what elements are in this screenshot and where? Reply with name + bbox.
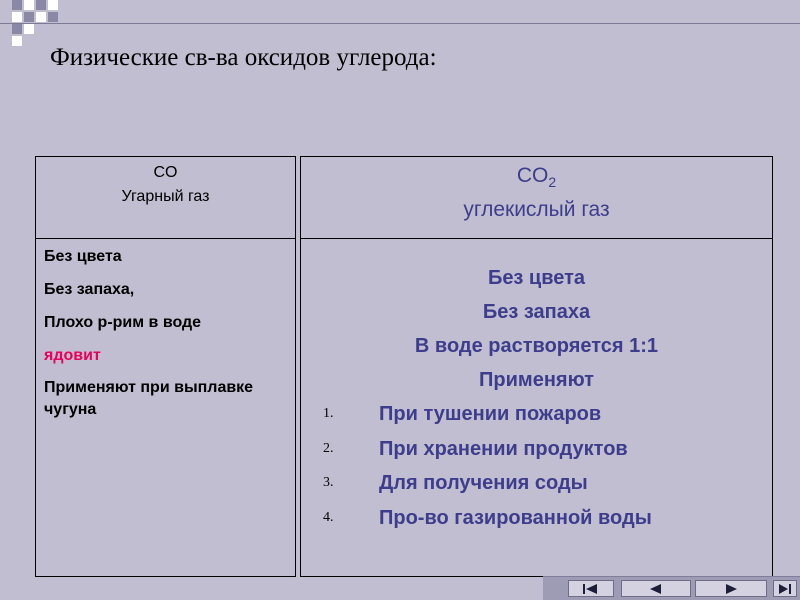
co-formula: CO [153, 164, 178, 181]
co2-name: углекислый газ [463, 198, 610, 222]
co2-formula-subscript: 2 [548, 174, 557, 191]
decor-square [12, 0, 22, 10]
slide-title: Физические св-ва оксидов углерода: [50, 44, 437, 71]
first-slide-icon [581, 583, 601, 595]
next-slide-button[interactable] [695, 580, 767, 597]
co2-use-item [301, 501, 772, 536]
co2-property: В воде растворяется 1:1 [414, 335, 659, 357]
first-slide-button[interactable] [568, 580, 614, 597]
decor-square [36, 0, 46, 10]
header-rule [0, 23, 800, 24]
co2-use-text: Для получения соды [379, 472, 588, 494]
co-name: Угарный газ [121, 188, 210, 205]
co-header [36, 157, 295, 239]
co2-formula-base: CO [516, 164, 549, 187]
co-property: Плохо р-рим в воде [44, 314, 202, 331]
co2-properties [301, 261, 772, 535]
decor-square [48, 12, 58, 22]
co2-use-text: При тушении пожаров [379, 403, 602, 425]
co2-use-item [301, 432, 772, 467]
previous-slide-button[interactable] [621, 580, 691, 597]
decor-square [24, 0, 34, 10]
decor-square [24, 12, 34, 22]
previous-slide-icon [646, 583, 666, 595]
co2-property: Без запаха [482, 301, 591, 323]
decor-square [12, 24, 22, 34]
last-slide-icon [777, 583, 793, 595]
co-column [35, 156, 296, 577]
slide-nav-bar [543, 576, 800, 600]
decor-square [12, 12, 22, 22]
last-slide-button[interactable] [773, 580, 797, 597]
decor-square [12, 36, 22, 46]
list-number: 3. [323, 475, 334, 490]
co-property-poison: ядовит [44, 347, 101, 364]
co2-property: Применяют [479, 369, 594, 391]
co-properties [44, 245, 291, 430]
co-property: Без цвета [44, 248, 122, 265]
next-slide-icon [721, 583, 741, 595]
co2-column [300, 156, 773, 577]
co2-use-item [301, 466, 772, 501]
decor-square [36, 12, 46, 22]
co2-use-text: При хранении продуктов [379, 437, 628, 460]
co2-use-text: Про-во газированной воды [379, 506, 652, 529]
co-property: Без запаха, [44, 281, 135, 298]
co2-use-item [301, 397, 772, 432]
list-number: 2. [323, 440, 334, 456]
co2-header [301, 157, 772, 239]
decor-square [24, 24, 34, 34]
decor-square [48, 0, 58, 10]
co2-formula [301, 162, 772, 196]
list-number: 1. [323, 406, 334, 421]
list-number: 4. [323, 509, 334, 525]
co2-property: Без цвета [487, 267, 586, 289]
co-property: Применяют при выплавке чугуна [44, 379, 254, 418]
